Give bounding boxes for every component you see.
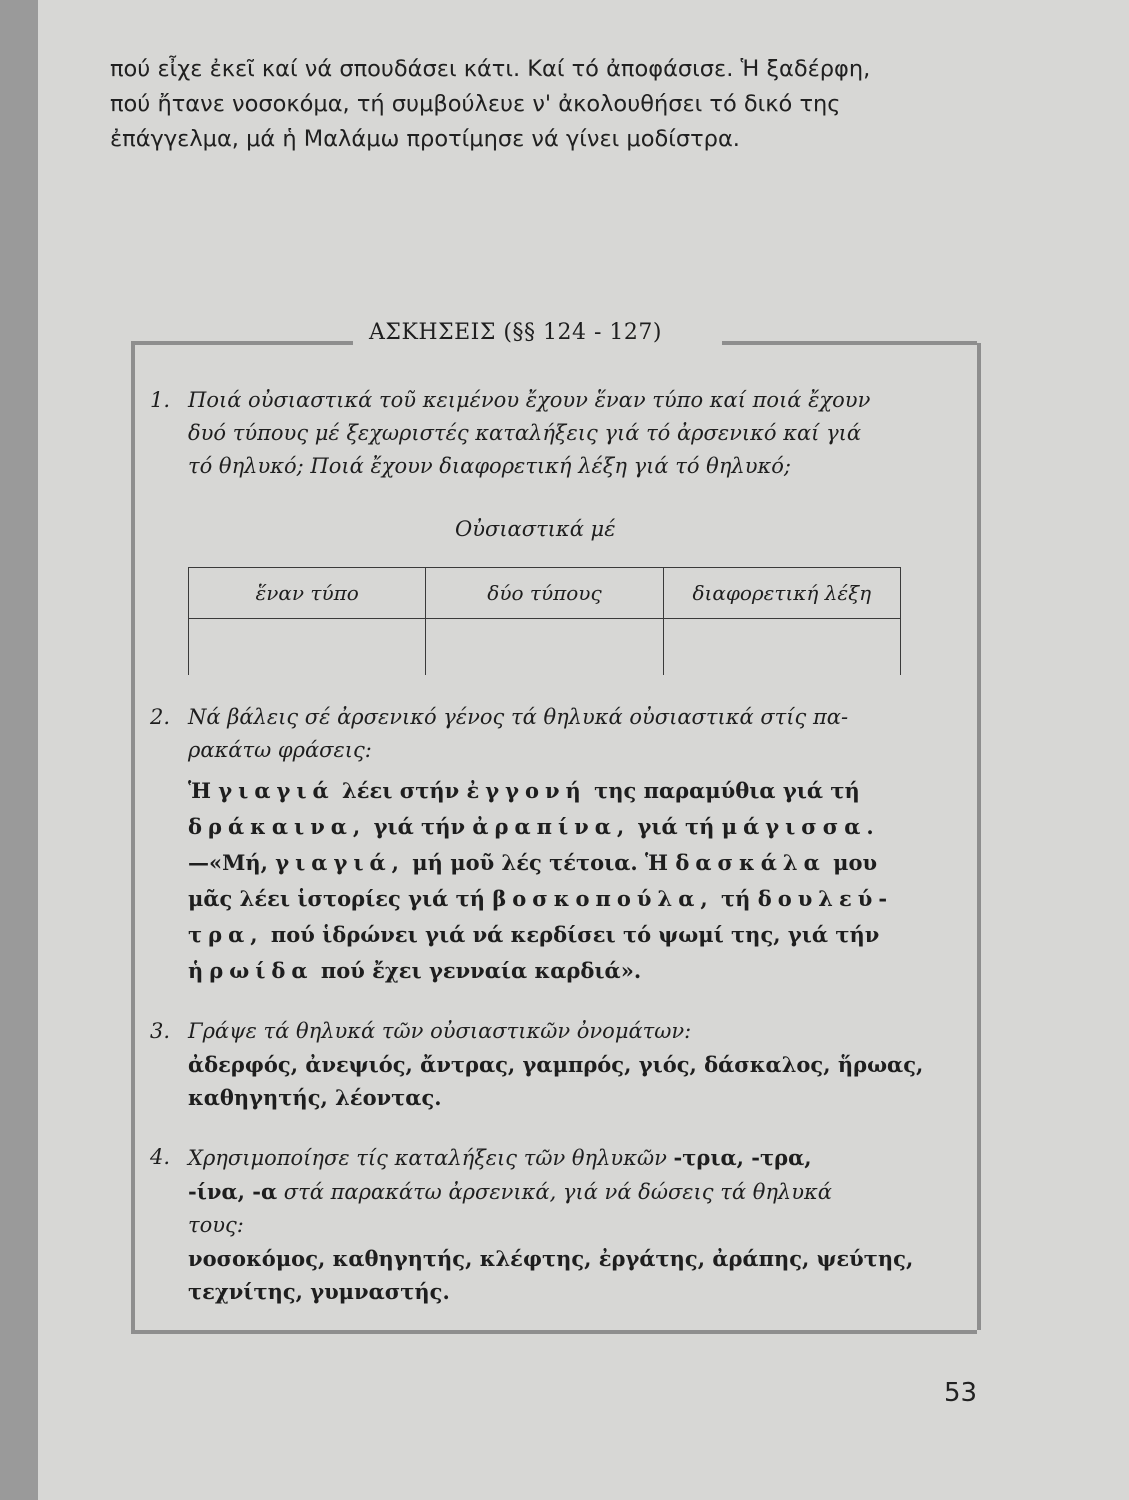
exercise-passage <box>188 773 950 989</box>
intro-paragraph <box>110 52 990 157</box>
passage-line <box>188 809 950 845</box>
intro-line: πού ἤτανε νοσοκόμα, τή συμβούλευε ν' ἀκολουθήσει τό δικό της <box>110 91 841 117</box>
passage-target-word: ἀραπίνα, <box>472 814 631 839</box>
ending-list: -τρια, -τρα, <box>673 1145 812 1170</box>
exercise-4 <box>150 1141 950 1308</box>
exercise-text-line <box>188 1175 950 1209</box>
exercise-text: Ποιά οὐσιαστικά τοῦ κειμένου ἔχουν ἕναν τύπο καί ποιά ἔχουν <box>188 388 871 412</box>
exercise-text: τους: <box>188 1213 244 1237</box>
passage-target-word: τρα, <box>188 922 264 947</box>
exercise-text: Νά βάλεις σέ ἀρσενικό γένος τά θηλυκά οὐσιαστικά στίς πα- <box>188 705 849 729</box>
passage-word: πού ἔχει γενναία καρδιά». <box>320 958 642 983</box>
passage-word: μου <box>833 850 878 875</box>
intro-line: πού εἶχε ἐκεῖ καί νά σπουδάσει κάτι. Καί τό ἀποφάσισε. Ἡ ξαδέρφη, <box>110 56 871 82</box>
exercise-3 <box>150 1015 950 1114</box>
table-blank-cell <box>426 619 663 676</box>
passage-target-word: γιαγιά <box>218 778 335 803</box>
exercise-text: στά παρακάτω ἀρσενικά, γιά νά δώσεις τά θηλυκά <box>283 1180 832 1204</box>
ending-list: -ίνα, -α <box>188 1179 278 1204</box>
exercise-text: ρακάτω φράσεις: <box>188 738 372 762</box>
word-list: ἀδερφός, ἀνεψιός, ἄντρας, γαμπρός, γιός, δάσκαλος, ἥρωας, <box>188 1052 924 1077</box>
table-header-cell: διαφορετική λέξη <box>663 568 900 619</box>
table-heading: Οὐσιαστικά μέ <box>455 517 616 541</box>
table-header-cell: ἕναν τύπο <box>189 568 426 619</box>
exercise-number: 3. <box>150 1019 171 1043</box>
exercise-text: Γράψε τά θηλυκά τῶν οὐσιαστικῶν ὀνομάτων: <box>188 1019 692 1043</box>
passage-line <box>188 917 950 953</box>
passage-word: —«Μή, <box>188 850 268 875</box>
exercise-text-line <box>188 1141 950 1175</box>
passage-word: λέει στήν <box>341 778 460 803</box>
passage-target-word: δράκαινα, <box>188 814 367 839</box>
exercise-text: τό θηλυκό; Ποιά ἔχουν διαφορετική λέξη γιά τό θηλυκό; <box>188 454 791 478</box>
table-blank-cell <box>189 619 426 676</box>
exercise-number: 2. <box>150 705 171 729</box>
passage-target-word: γιαγιά, <box>275 850 405 875</box>
passage-target-word: ἐγγονή <box>466 778 587 803</box>
passage-line <box>188 845 950 881</box>
word-list: καθηγητής, λέοντας. <box>188 1085 442 1110</box>
exercise-text: δυό τύπους μέ ξεχωριστές καταλήξεις γιά τό ἀρσενικό καί γιά <box>188 421 862 445</box>
exercises-title: ΑΣΚΗΣΕΙΣ (§§ 124 - 127) <box>369 320 662 345</box>
passage-word: τή <box>720 886 751 911</box>
exercise-2 <box>150 701 950 989</box>
intro-line: ἐπάγγελμα, μά ἡ Μαλάμω προτίμησε νά γίνει μοδίστρα. <box>110 126 740 152</box>
table-blank-cell <box>663 619 900 676</box>
word-list: νοσοκόμος, καθηγητής, κλέφτης, ἐργάτης, ἀράπης, ψεύτης, <box>188 1246 914 1271</box>
passage-word: μᾶς λέει ἱστορίες γιά τή <box>188 886 486 911</box>
passage-target-word: μάγισσα. <box>721 814 880 839</box>
exercise-text: Χρησιμοποίησε τίς καταλήξεις τῶν θηλυκῶν <box>188 1146 667 1170</box>
passage-word: Ἡ <box>188 778 211 803</box>
passage-line <box>188 881 950 917</box>
noun-table <box>188 567 901 675</box>
passage-word: πού ἱδρώνει γιά νά κερδίσει τό ψωμί της, γιά τήν <box>270 922 880 947</box>
passage-line <box>188 773 950 809</box>
box-bottom-border <box>131 1330 977 1334</box>
exercise-number: 1. <box>150 388 171 412</box>
exercise-number: 4. <box>150 1145 171 1169</box>
passage-target-word: ἡρωίδα <box>188 958 314 983</box>
page-number: 53 <box>944 1378 978 1408</box>
passage-word: μή μοῦ λές τέτοια. Ἡ <box>412 850 669 875</box>
passage-line <box>188 953 950 989</box>
passage-target-word: δουλεύ- <box>757 886 894 911</box>
word-list: τεχνίτης, γυμναστής. <box>188 1279 450 1304</box>
passage-target-word: βοσκοπούλα, <box>492 886 714 911</box>
passage-word: της παραμύθια γιά τή <box>594 778 860 803</box>
passage-word: γιά τή <box>637 814 715 839</box>
exercise-1 <box>150 384 950 483</box>
table-header-cell: δύο τύπους <box>426 568 663 619</box>
passage-target-word: δασκάλα <box>675 850 826 875</box>
passage-word: γιά τήν <box>373 814 466 839</box>
